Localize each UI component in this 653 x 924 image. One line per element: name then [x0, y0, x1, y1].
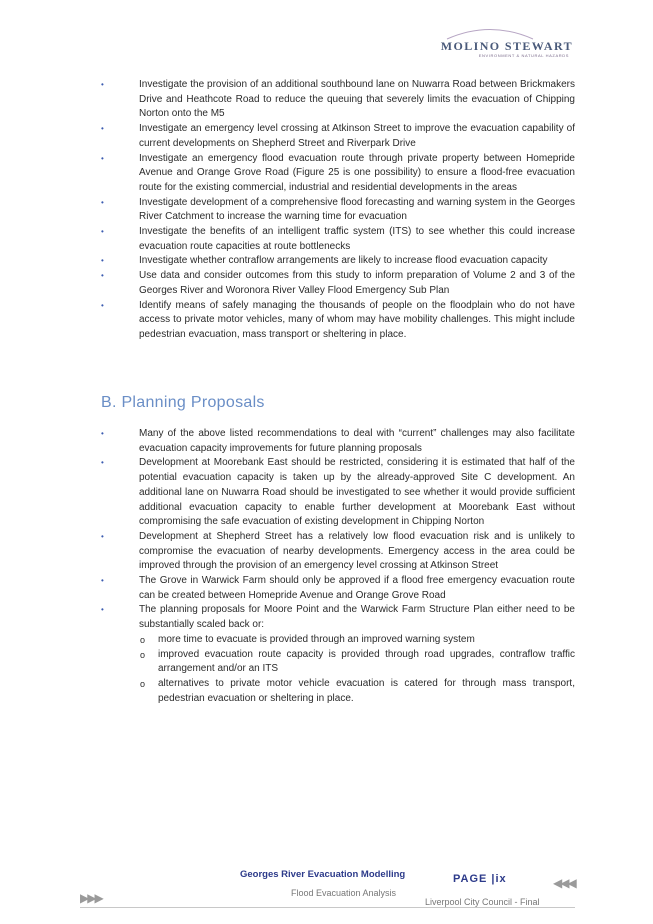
bullet-icon: •: [101, 429, 104, 438]
circle-bullet-icon: o: [140, 678, 146, 689]
sub-list-item: [139, 633, 575, 648]
list-item-text: Development at Moorebank East should be restricted, considering it is estimated that half of the potential evacuation capacity is taken up by the already-approved Site C development. An additional lane on Nuwarra Road should be investigated to see whether it would provide sufficient additional evacuation capacity to enable further development at Moorebank East without compromising the safe evacuation of existing development in Chipping Norton: [139, 457, 575, 528]
next-page-arrows-icon[interactable]: ▶▶▶: [80, 891, 102, 905]
bullet-icon: •: [101, 576, 104, 586]
list-item-text: Investigate development of a comprehensive flood forecasting and warning system in the Georges River Catchment to increase the warning time for evacuation: [139, 196, 575, 223]
list-item: [0, 254, 653, 269]
sub-list-item: [139, 677, 575, 706]
bullet-icon: •: [101, 531, 104, 541]
company-logo: [403, 26, 573, 64]
list-item: [0, 152, 653, 196]
list-item-text: The Grove in Warwick Farm should only be approved if a flood free emergency evacuation route can be created between Homepride Avenue and Orange Grove Road: [139, 575, 575, 601]
list-item-text: Many of the above listed recommendations to deal with “current” challenges may also facilitate evacuation capacity improvements for future planning proposals: [139, 428, 575, 454]
list-item: [0, 299, 653, 343]
list-item-text: Use data and consider outcomes from this study to inform preparation of Volume 2 and 3 of the Georges River and Woronora River Valley Flood Emergency Sub Plan: [139, 270, 575, 296]
footer-report-subtitle: Flood Evacuation Analysis: [291, 888, 397, 898]
list-item-text: The planning proposals for Moore Point and the Warwick Farm Structure Plan either need to be substantially scaled back or:: [139, 604, 575, 631]
section-heading: B. Planning Proposals: [101, 394, 265, 411]
list-item: [0, 78, 653, 122]
bullet-icon: •: [101, 458, 104, 468]
sub-list: [139, 633, 575, 707]
bullet-icon: •: [101, 300, 104, 310]
logo-name: MOLINO STEWART: [440, 39, 573, 53]
bullet-icon: •: [101, 197, 104, 207]
list-item-text: Identify means of safely managing the thousands of people on the floodplain who do not have access to private motor vehicles, many of whom may have mobility challenges. This might include pedestrian evacuation, mass transport or sheltering in place.: [139, 299, 575, 340]
bullet-icon: •: [101, 153, 104, 163]
planning-proposals-section: [0, 427, 653, 706]
circle-bullet-icon: o: [140, 649, 146, 660]
list-item: [0, 603, 653, 706]
logo-tagline: ENVIRONMENT & NATURAL HAZARDS: [478, 53, 569, 58]
footer-page-number: PAGE |ix: [453, 873, 507, 885]
sub-list-item: [139, 648, 575, 677]
list-item-text: Investigate the provision of an additional southbound lane on Nuwarra Road between Brickmakers Drive and Heathcote Road to reduce the queuing that severely limits the evacuation of Chipping Norton onto the M5: [139, 79, 575, 120]
list-item: [0, 269, 653, 298]
footer-divider: [80, 907, 575, 908]
list-item: [0, 225, 653, 254]
list-item: [0, 530, 653, 574]
list-item-text: Investigate the benefits of an intelligent traffic system (ITS) to see whether this could increase evacuation route capacities at route bottlenecks: [139, 226, 575, 252]
list-item: [0, 427, 653, 456]
logo-arc-icon: [445, 26, 535, 40]
bullet-icon: •: [101, 605, 104, 615]
list-item: [0, 196, 653, 225]
list-item: [0, 456, 653, 530]
recommendations-list-section: [0, 78, 653, 343]
bullet-icon: •: [101, 227, 104, 237]
bullet-icon: •: [101, 271, 104, 281]
sub-list-item-text: more time to evacuate is provided through an improved warning system: [158, 633, 475, 645]
bullet-icon: •: [101, 80, 104, 89]
list-item-text: Investigate an emergency flood evacuation route through private property between Homepride Avenue and Orange Grove Road (Figure 25 is one possibility) to ensure a flood-free evacuation route for the existing commercial, industrial and residential developments in the areas: [139, 152, 575, 193]
footer-report-title: Georges River Evacuation Modelling: [240, 869, 406, 880]
previous-page-arrows-icon[interactable]: ◀◀◀: [553, 876, 575, 890]
planning-proposals-list: [0, 427, 653, 706]
list-item: [0, 122, 653, 151]
list-item-text: Investigate whether contraflow arrangements are likely to increase flood evacuation capacity: [139, 255, 548, 267]
bullet-icon: •: [101, 256, 104, 266]
bullet-icon: •: [101, 124, 104, 134]
sub-list-item-text: improved evacuation route capacity is provided through road upgrades, contraflow traffic arrangement and/or an ITS: [158, 648, 575, 675]
circle-bullet-icon: o: [140, 634, 146, 645]
list-item-text: Investigate an emergency level crossing at Atkinson Street to improve the evacuation capability of current developments on Shepherd Street and Riverpark Drive: [139, 123, 575, 149]
recommendations-list: [0, 78, 653, 343]
list-item-text: Development at Shepherd Street has a relatively low flood evacuation risk and is unlikely to compromise the evacuation of nearby developments. Emergency access in the area could be improved through the provision of an emergency level crossing at Atkinson Street: [139, 530, 575, 572]
footer-client: Liverpool City Council - Final: [425, 897, 540, 907]
list-item: [0, 574, 653, 603]
sub-list-item-text: alternatives to private motor vehicle evacuation is catered for through mass transport, pedestrian evacuation or sheltering in place.: [158, 677, 575, 704]
